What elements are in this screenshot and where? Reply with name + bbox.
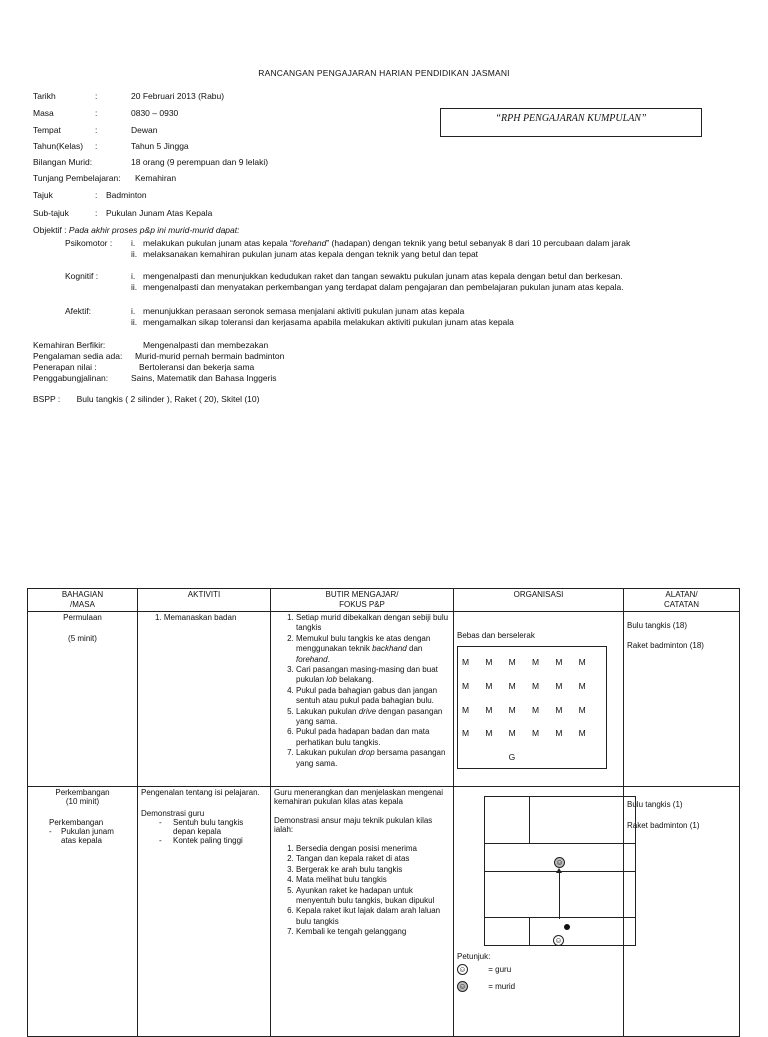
sub-item: - Pukulan junam atas kepala xyxy=(49,827,114,845)
murid-marker: M xyxy=(578,704,586,715)
header-line: ORGANISASI xyxy=(513,590,564,599)
extra-value: Mengenalpasti dan membezakan xyxy=(143,340,269,350)
objective-group-label: Afektif: xyxy=(65,306,91,316)
murid-marker: M xyxy=(508,680,516,691)
header-colon: : xyxy=(95,190,98,200)
header-line: FOKUS P&P xyxy=(339,600,385,609)
header-colon: : xyxy=(95,141,98,151)
header-value: 0830 – 0930 xyxy=(131,108,179,118)
list-item: 6. Pukul pada hadapan badan dan mata perhatikan bulu tangkis. xyxy=(296,727,450,748)
bspp-value: Bulu tangkis ( 2 silinder ), Raket ( 20), Skitel (10) xyxy=(76,394,260,404)
rph-box: “RPH PENGAJARAN KUMPULAN” xyxy=(440,108,702,137)
cell-bahagian-2 xyxy=(28,787,138,1037)
bspp-label: BSPP : xyxy=(33,394,61,404)
header-aktiviti xyxy=(138,589,271,612)
murid-marker: M xyxy=(508,704,516,715)
objective-text: melaksanakan kemahiran pukulan junam atas kepala dengan teknik yang betul dan tepat xyxy=(143,249,479,259)
header-line: BAHAGIAN xyxy=(61,590,104,599)
murid-marker: M xyxy=(532,728,540,739)
list-item: 6. Kepala raket ikut lajak dalam arah laluan bulu tangkis xyxy=(296,906,450,927)
court-line xyxy=(529,797,530,843)
header-alatan xyxy=(624,589,740,612)
murid-face-icon: ☺ xyxy=(458,982,467,991)
cell-organisasi xyxy=(454,612,624,787)
alatan-2-2: Raket badminton (1) xyxy=(627,821,700,830)
murid-marker: M xyxy=(578,657,586,667)
murid-marker: M xyxy=(532,657,540,667)
list-item: 5. Lakukan pukulan drive dengan pasangan yang sama. xyxy=(296,707,450,728)
cell-aktiviti xyxy=(138,612,271,787)
murid-marker: M xyxy=(555,680,563,691)
alatan-1: Bulu tangkis (18) xyxy=(627,621,688,630)
list-item: 2. Tangan dan kepala raket di atas xyxy=(296,854,450,864)
murid-marker: M xyxy=(462,704,470,715)
cell-organisasi-2 xyxy=(454,787,624,1037)
murid-marker: M xyxy=(578,680,586,691)
page-title: RANCANGAN PENGAJARAN HARIAN PENDIDIKAN JASMANI xyxy=(258,68,510,78)
list-item: 3. Bergerak ke arah bulu tangkis xyxy=(296,865,450,875)
header-value: 20 Februari 2013 (Rabu) xyxy=(131,91,225,101)
alatan-2: Raket badminton (18) xyxy=(627,641,704,650)
header-line: ALATAN/ xyxy=(665,590,698,599)
objective-number: ii. xyxy=(131,249,138,259)
list-item: 7. Lakukan pukulan drop bersama pasangan yang sama. xyxy=(296,748,450,769)
guru-face-icon: ☺ xyxy=(554,936,563,945)
cell-butir-2 xyxy=(271,787,454,1037)
alatan-2-1: Bulu tangkis (1) xyxy=(627,800,683,809)
org-title: Bebas dan berselerak xyxy=(457,631,535,640)
objective-text: mengenalpasti dan menyatakan perkembangan yang terdapat dalam pengajaran dan pembelajaran pukulan junam atas kepala. xyxy=(143,282,624,292)
objective-emphasis: forehand xyxy=(292,238,327,248)
objektif-label: Objektif : xyxy=(33,225,67,235)
header-label: Sub-tajuk xyxy=(33,208,69,218)
murid-marker: M xyxy=(485,680,493,691)
murid-marker: M xyxy=(462,728,470,739)
header-value: Pukulan Junam Atas Kepala xyxy=(106,208,213,218)
header-label: Tarikh xyxy=(33,91,56,101)
court-line xyxy=(485,917,635,918)
petunjuk-label: Petunjuk: xyxy=(457,952,491,961)
shuttlecock-icon xyxy=(564,924,570,930)
header-label: Masa xyxy=(33,108,54,118)
header-value: Tahun 5 Jingga xyxy=(131,141,189,151)
objective-text: mengamalkan sikap toleransi dan kerjasama apabila melakukan aktiviti pukulan junam atas kepala xyxy=(143,317,514,327)
objective-number: ii. xyxy=(131,317,138,327)
header-line: /MASA xyxy=(70,600,95,609)
header-organisasi xyxy=(454,589,624,612)
header-value: Dewan xyxy=(131,125,158,135)
demo-items xyxy=(141,818,267,845)
murid-marker: M xyxy=(532,680,540,691)
demo-label: Demonstrasi guru xyxy=(141,809,205,818)
list-item: 5. Ayunkan raket ke hadapan untuk menyentuh bulu tangkis, bukan dipukul xyxy=(296,886,450,907)
header-line: BUTIR MENGAJAR/ xyxy=(325,590,399,599)
legend-guru: ☺ = guru xyxy=(458,965,512,974)
header-label: Tunjang Pembelajaran: xyxy=(33,173,121,183)
objective-text: melakukan pukulan junam atas kepala “ xyxy=(143,238,293,248)
list-item: 2. Memukul bulu tangkis ke atas dengan menggunakan teknik backhand dan forehand. xyxy=(296,634,450,665)
masa-label-2: (10 minit) xyxy=(65,797,100,806)
extra-value: Murid-murid pernah bermain badminton xyxy=(135,351,285,361)
murid-marker: M xyxy=(555,657,563,667)
murid-marker: M xyxy=(462,657,470,667)
objective-text-post: ” (hadapan) dengan teknik yang betul sebanyak 8 dari 10 percubaan dalam jarak xyxy=(326,238,631,248)
objective-text: mengenalpasti dan menunjukkan kedudukan raket dan tangan sewaktu pukulan junam atas kepala dengan betul dan berkesan. xyxy=(143,271,623,281)
cell-aktiviti-2 xyxy=(138,787,271,1037)
lesson-plan-table xyxy=(27,588,740,1037)
sub-label: Perkembangan xyxy=(49,818,104,827)
header-line: AKTIVITI xyxy=(187,590,221,599)
butir-steps xyxy=(274,613,450,769)
murid-marker: M xyxy=(578,728,586,739)
header-value: Kemahiran xyxy=(135,173,177,183)
butir-steps-2 xyxy=(274,844,450,938)
objective-group-label: Psikomotor : xyxy=(65,238,113,248)
murid-face-icon: ☺ xyxy=(555,858,564,867)
objective-item xyxy=(131,249,478,259)
butir-intro: Guru menerangkan dan menjelaskan mengenai kemahiran pukulan kilas atas kepala xyxy=(274,788,443,806)
guru-marker: G xyxy=(508,752,516,763)
header-label: Tempat xyxy=(33,125,61,135)
court-line xyxy=(529,917,530,945)
demo-item: - Kontek paling tinggi xyxy=(159,836,243,845)
extra-label: Penggabungjalinan: xyxy=(33,373,109,383)
bahagian-label: Permulaan xyxy=(63,613,102,622)
bahagian-label-2: Perkembangan xyxy=(55,788,110,797)
murid-marker: M xyxy=(532,704,540,715)
murid-marker: M xyxy=(508,657,516,667)
objective-number: i. xyxy=(131,306,136,316)
list-item: 4. Pukul pada bahagian gabus dan jangan sentuh atau pukul pada bahagian bulu. xyxy=(296,686,450,707)
list-item: 7. Kembali ke tengah gelanggang xyxy=(296,927,450,937)
objective-item xyxy=(131,282,624,292)
objective-number: ii. xyxy=(131,282,138,292)
bspp-line xyxy=(33,394,259,404)
objective-item xyxy=(131,317,514,327)
court-line xyxy=(485,843,635,844)
header-value: Badminton xyxy=(106,190,147,200)
aktiviti-text: 1. Memanaskan badan xyxy=(155,613,237,622)
butir-demo: Demonstrasi ansur maju teknik pukulan kilas ialah: xyxy=(274,816,433,834)
formation-grid xyxy=(457,646,607,769)
murid-marker: M xyxy=(508,728,516,739)
objective-group-label: Kognitif : xyxy=(65,271,99,281)
objektif-line xyxy=(33,225,239,235)
aktiviti-intro: Pengenalan tentang isi pelajaran. xyxy=(141,788,260,797)
objective-number: i. xyxy=(131,271,136,281)
murid-marker: M xyxy=(555,728,563,739)
legend-murid: ☺ = murid xyxy=(458,982,516,991)
header-label: Tahun(Kelas) xyxy=(33,141,84,151)
cell-alatan xyxy=(624,612,740,787)
cell-alatan-2 xyxy=(624,787,740,1037)
murid-marker: M xyxy=(462,680,470,691)
extra-value: Bertoleransi dan bekerja sama xyxy=(139,362,255,372)
extra-label: Kemahiran Berfikir: xyxy=(33,340,106,350)
objective-item xyxy=(131,238,630,248)
table-row-permulaan xyxy=(28,612,740,787)
objective-text: menunjukkan perasaan seronok semasa menjalani aktiviti pukulan junam atas kepala xyxy=(143,306,465,316)
extra-label: Penerapan nilai : xyxy=(33,362,97,372)
header-label: Bilangan Murid: xyxy=(33,157,93,167)
badminton-court-diagram xyxy=(484,796,636,946)
extra-value: Sains, Matematik dan Bahasa Inggeris xyxy=(131,373,277,383)
murid-marker: M xyxy=(485,657,493,667)
objective-number: i. xyxy=(131,238,136,248)
header-colon: : xyxy=(95,125,98,135)
extra-label: Pengalaman sedia ada: xyxy=(33,351,123,361)
header-value: 18 orang (9 perempuan dan 9 lelaki) xyxy=(131,157,269,167)
header-colon: : xyxy=(95,108,98,118)
header-bahagian xyxy=(28,589,138,612)
list-item: 1. Bersedia dengan posisi menerima xyxy=(296,844,450,854)
objektif-intro: Pada akhir proses p&p ini murid-murid dapat: xyxy=(68,225,240,235)
header-colon: : xyxy=(95,208,98,218)
list-item: 3. Cari pasangan masing-masing dan buat pukulan lob belakang. xyxy=(296,665,450,686)
guru-face-icon: ☺ xyxy=(458,965,467,974)
masa-label: (5 minit) xyxy=(68,634,97,643)
murid-marker: M xyxy=(485,728,493,739)
arrow-head-icon xyxy=(556,868,562,873)
cell-bahagian xyxy=(28,612,138,787)
murid-marker: M xyxy=(485,704,493,715)
shuttle-path-arrow xyxy=(559,871,560,919)
cell-butir xyxy=(271,612,454,787)
objective-item xyxy=(131,306,464,316)
header-colon: : xyxy=(95,91,98,101)
table-row-perkembangan xyxy=(28,787,740,1037)
table-header-row xyxy=(28,589,740,612)
header-label: Tajuk xyxy=(33,190,53,200)
list-item: 4. Mata melihat bulu tangkis xyxy=(296,875,450,885)
demo-item: - Sentuh bulu tangkis depan kepala xyxy=(159,818,244,836)
header-line: CATATAN xyxy=(664,600,699,609)
murid-marker: M xyxy=(555,704,563,715)
objective-item xyxy=(131,271,623,281)
list-item: 1. Setiap murid dibekalkan dengan sebiji bulu tangkis xyxy=(296,613,450,634)
header-butir xyxy=(271,589,454,612)
